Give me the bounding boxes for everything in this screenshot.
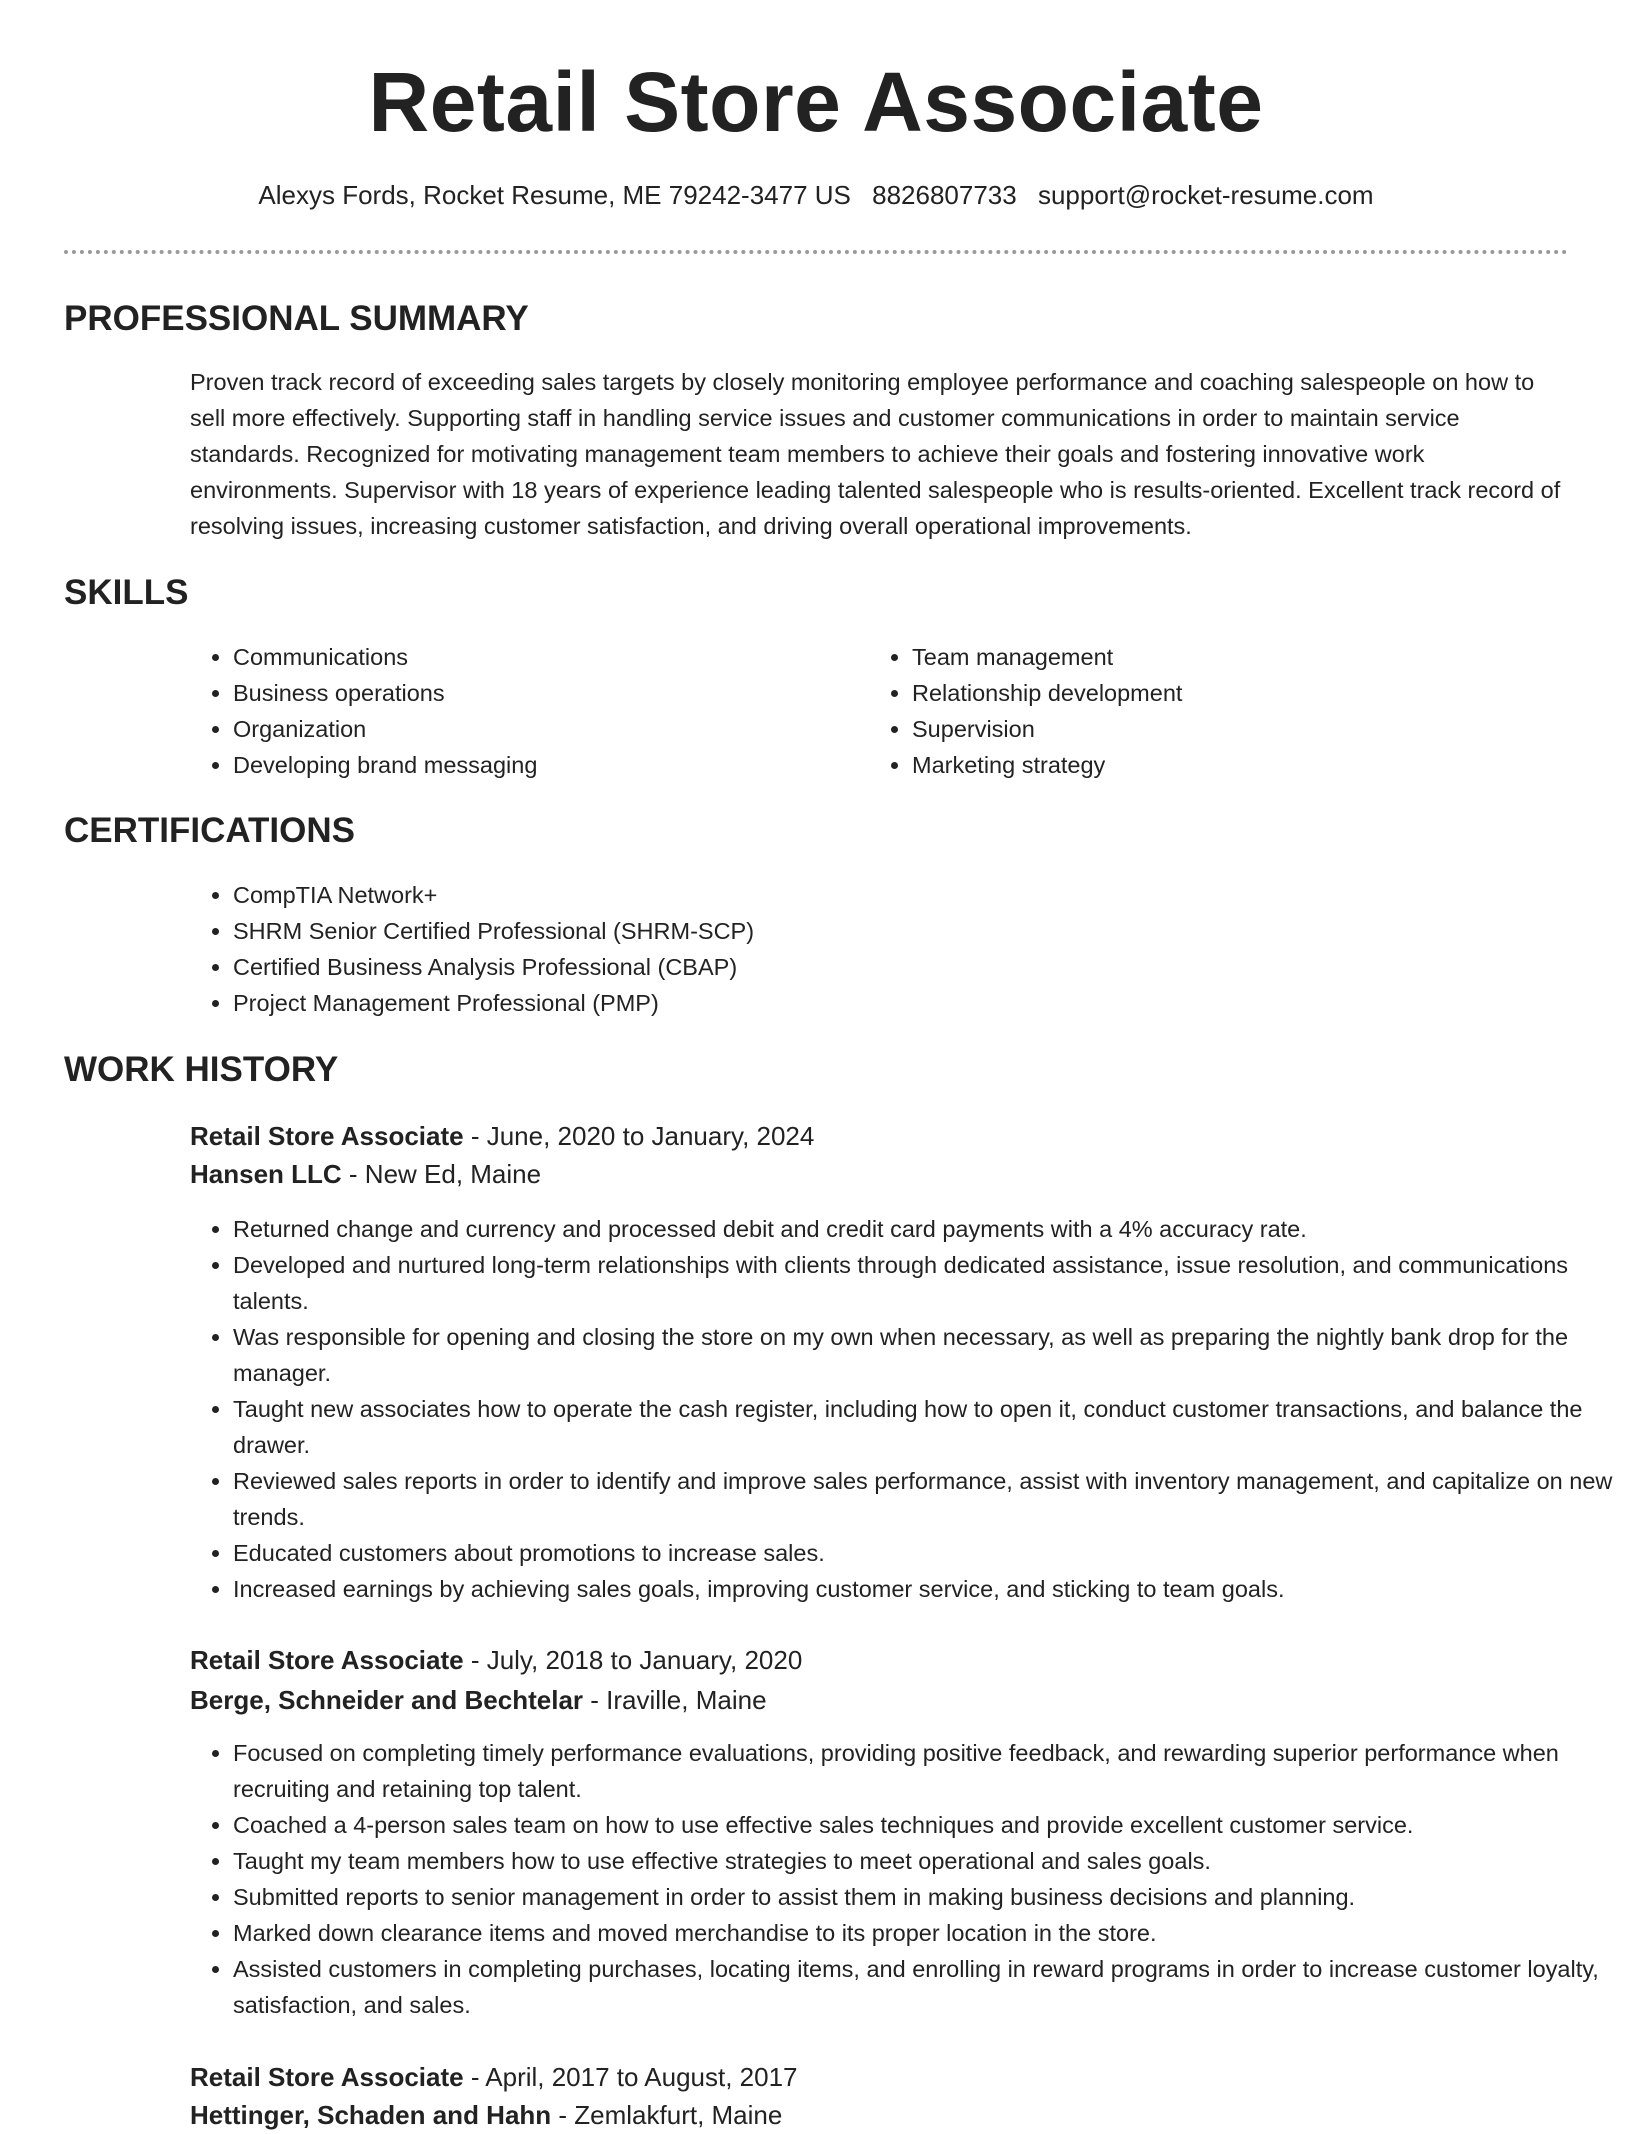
skills-list-left (189, 639, 793, 783)
list-item: • SHRM Senior Certified Professional (SHRM-SCP) (233, 913, 1233, 949)
job-dates: - July, 2018 to January, 2020 (463, 1645, 803, 1675)
job-company-line (190, 1681, 767, 1719)
job-company: Berge, Schneider and Bechtelar (190, 1685, 584, 1715)
job-dates: - April, 2017 to August, 2017 (463, 2062, 798, 2092)
skills-list-right (868, 639, 1512, 783)
list-item: • Assisted customers in completing purchases, locating items, and enrolling in reward programs in order to increase customer loyalty, satisfaction, and sales. (233, 1951, 1613, 2023)
list-item: • Developing brand messaging (233, 747, 793, 783)
skills-heading: SKILLS (64, 573, 189, 612)
list-item: • Organization (233, 711, 793, 747)
list-item: • Taught my team members how to use effective strategies to meet operational and sales goals. (233, 1843, 1613, 1879)
job-dates: - June, 2020 to January, 2024 (463, 1121, 815, 1151)
job-title: Retail Store Associate (190, 1645, 464, 1675)
list-item: • Relationship development (912, 675, 1512, 711)
list-item: • Taught new associates how to operate the cash register, including how to open it, conduct customer transactions, and balance the drawer. (233, 1391, 1613, 1463)
list-item: • Educated customers about promotions to increase sales. (233, 1535, 1613, 1571)
list-item: • Business operations (233, 675, 793, 711)
job-title-line (190, 2058, 798, 2096)
list-item: • Supervision (912, 711, 1512, 747)
list-item: • Submitted reports to senior management in order to assist them in making business decisions and planning. (233, 1879, 1613, 1915)
list-item: • Communications (233, 639, 793, 675)
resume-title: Retail Store Associate (368, 55, 1264, 149)
job-title-line (190, 1117, 814, 1155)
summary-heading: PROFESSIONAL SUMMARY (64, 299, 529, 338)
job-bullets (189, 1211, 1613, 1607)
contact-line (0, 180, 1632, 211)
job-location: - Zemlakfurt, Maine (551, 2100, 783, 2130)
job-location: - New Ed, Maine (341, 1159, 542, 1189)
job-title: Retail Store Associate (190, 1121, 464, 1151)
list-item: • Project Management Professional (PMP) (233, 985, 1233, 1021)
list-item: • Returned change and currency and processed debit and credit card payments with a 4% accuracy rate. (233, 1211, 1613, 1247)
summary-text: Proven track record of exceeding sales targets by closely monitoring employee performance and coaching salespeople on how to sell more effectively. Supporting staff in handling service issues and customer communications in order to maintain service standards. Recognized for motivating management team members to achieve their goals and fostering innovative work environments. Supervisor with 18 years of experience leading talented salespeople who is results-oriented. Excellent track record of resolving issues, increasing customer satisfaction, and driving overall operational improvements. (190, 369, 1561, 539)
list-item: • CompTIA Network+ (233, 877, 1233, 913)
header-divider (64, 250, 1568, 254)
contact-address: Alexys Fords, Rocket Resume, ME 79242-3477 US (258, 180, 851, 210)
list-item: • Coached a 4-person sales team on how to use effective sales techniques and provide excellent customer service. (233, 1807, 1613, 1843)
contact-email: support@rocket-resume.com (1037, 180, 1374, 210)
list-item: • Focused on completing timely performance evaluations, providing positive feedback, and rewarding superior performance when recruiting and retaining top talent. (233, 1735, 1613, 1807)
work-history-heading: WORK HISTORY (64, 1050, 339, 1089)
list-item: • Increased earnings by achieving sales goals, improving customer service, and sticking to team goals. (233, 1571, 1613, 1607)
list-item: • Developed and nurtured long-term relationships with clients through dedicated assistance, issue resolution, and communications talents. (233, 1247, 1613, 1319)
job-company: Hettinger, Schaden and Hahn (190, 2100, 552, 2130)
job-location: - Iraville, Maine (583, 1685, 767, 1715)
list-item: • Marked down clearance items and moved merchandise to its proper location in the store. (233, 1915, 1613, 1951)
certifications-list (189, 877, 1233, 1021)
job-company-line (190, 1155, 541, 1193)
list-item: • Was responsible for opening and closing the store on my own when necessary, as well as preparing the nightly bank drop for the manager. (233, 1319, 1613, 1391)
job-company: Hansen LLC (190, 1159, 342, 1189)
job-title-line (190, 1641, 802, 1679)
list-item: • Certified Business Analysis Professional (CBAP) (233, 949, 1233, 985)
list-item: • Marketing strategy (912, 747, 1512, 783)
list-item: • Team management (912, 639, 1512, 675)
certifications-heading: CERTIFICATIONS (64, 811, 356, 850)
contact-phone: 8826807733 (872, 180, 1017, 210)
job-company-line (190, 2096, 782, 2134)
list-item: • Reviewed sales reports in order to identify and improve sales performance, assist with inventory management, and capitalize on new trends. (233, 1463, 1613, 1535)
job-title: Retail Store Associate (190, 2062, 464, 2092)
job-bullets (189, 1735, 1613, 2023)
